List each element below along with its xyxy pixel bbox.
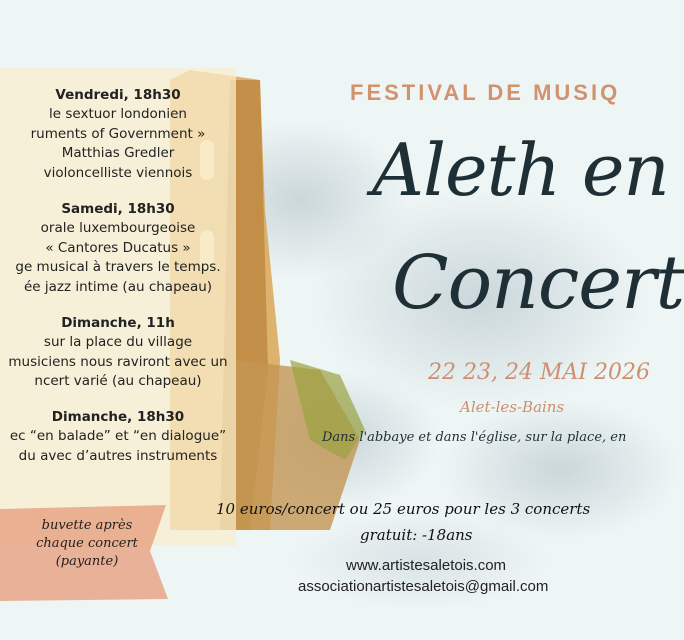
buvette-line: buvette après — [41, 518, 133, 533]
event-line: ncert varié (au chapeau) — [34, 373, 202, 389]
event-sunday-evening — [0, 408, 236, 466]
event-line: ge musical à travers le temps. — [15, 259, 221, 275]
festival-town: Alet-les-Bains — [460, 398, 565, 416]
event-day: Vendredi, 18h30 — [55, 87, 181, 103]
price-text: 10 euros/concert ou 25 euros pour les 3 concerts — [216, 500, 591, 518]
buvette-note — [22, 517, 152, 571]
event-line: le sextuor londonien — [49, 106, 187, 122]
event-line: ruments of Government » — [30, 125, 206, 142]
event-line: « Cantores Ducatus » — [45, 239, 191, 256]
title-line-1: Aleth en — [372, 128, 669, 212]
event-day: Dimanche, 11h — [61, 315, 175, 331]
event-line: du avec d’autres instruments — [18, 447, 218, 464]
event-day: Samedi, 18h30 — [61, 201, 175, 217]
event-saturday — [0, 200, 236, 297]
website-link[interactable]: www.artistesaletois.com — [346, 557, 507, 574]
event-day: Dimanche, 18h30 — [51, 409, 185, 425]
venues-text: Dans l'abbaye et dans l'église, sur la place, en — [322, 430, 627, 445]
event-line: sur la place du village — [43, 334, 193, 350]
title-line-2: Concert — [392, 240, 684, 326]
event-sunday-morning — [0, 314, 236, 392]
event-line: Matthias Gredler — [61, 145, 175, 161]
email-link[interactable]: associationartistesaletois@gmail.com — [298, 578, 549, 595]
festival-dates: 22 23, 24 MAI 2026 — [428, 360, 651, 385]
buvette-line: chaque concert — [36, 536, 138, 551]
free-admission-text: gratuit: -18ans — [360, 526, 473, 544]
event-line: musiciens nous raviront avec un — [8, 353, 228, 370]
buvette-line: (payante) — [55, 554, 119, 569]
event-friday — [0, 86, 236, 183]
event-line: ée jazz intime (au chapeau) — [23, 278, 213, 295]
event-line: orale luxembourgeoise — [40, 220, 196, 236]
event-line: ec “en balade” et “en dialogue” — [9, 428, 227, 444]
event-line: violoncelliste viennois — [43, 164, 193, 181]
festival-label: FESTIVAL DE MUSIQ — [350, 80, 621, 105]
